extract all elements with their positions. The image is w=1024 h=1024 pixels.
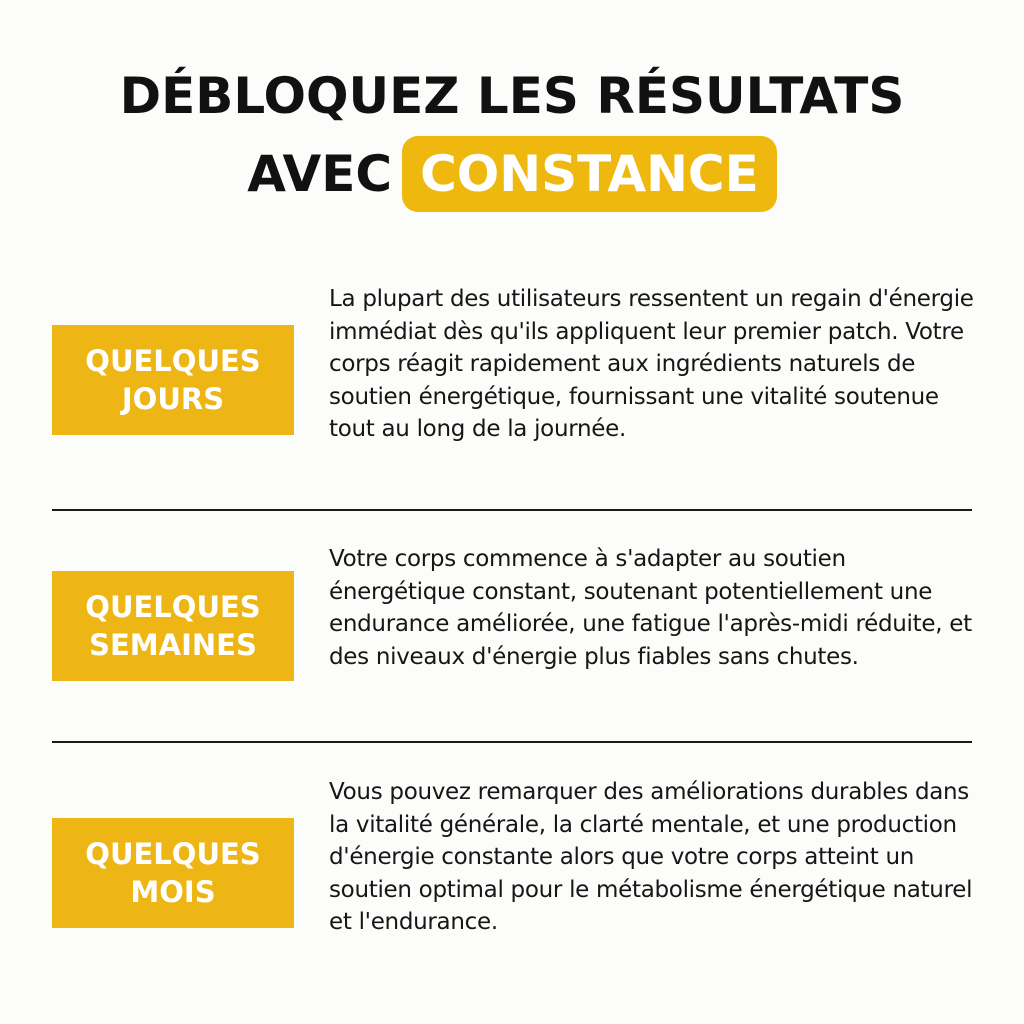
stage-badge-line-1: QUELQUES: [85, 344, 261, 378]
headline: [0, 62, 1024, 212]
headline-line-2: [0, 136, 1024, 212]
stage-row-weeks: [52, 543, 972, 713]
stage-badge-months: [52, 818, 294, 928]
stage-badge-days: [52, 325, 294, 435]
stage-row-days: [52, 283, 972, 483]
headline-highlight-badge: CONSTANCE: [402, 136, 777, 212]
headline-line-1: DÉBLOQUEZ LES RÉSULTATS: [119, 67, 905, 125]
stage-badge-line-1: QUELQUES: [85, 590, 261, 624]
stage-description-months: Vous pouvez remarquer des améliorations durables dans la vitalité générale, la clarté mentale, et une production d'énergie constante alors que votre corps atteint un soutien optimal pour le métabolisme énergétique naturel et l'endurance.: [329, 779, 973, 935]
stage-row-months: [52, 776, 972, 986]
stage-description-days: La plupart des utilisateurs ressentent un regain d'énergie immédiat dès qu'ils appliquent leur premier patch. Votre corps réagit rapidement aux ingrédients naturels de soutien énergétique, fournissant une vitalité soutenue tout au long de la journée.: [329, 286, 974, 442]
stage-description-weeks: Votre corps commence à s'adapter au soutien énergétique constant, soutenant potentiellement une endurance améliorée, une fatigue l'après-midi réduite, et des niveaux d'énergie plus fiables sans chutes.: [329, 546, 972, 670]
stage-badge-line-2: JOURS: [121, 382, 225, 416]
headline-prefix: AVEC: [247, 145, 393, 203]
divider-2: [52, 741, 972, 743]
divider-1: [52, 509, 972, 511]
stage-badge-line-2: MOIS: [130, 875, 216, 909]
stage-badge-weeks: [52, 571, 294, 681]
stage-badge-line-1: QUELQUES: [85, 837, 261, 871]
stage-badge-line-2: SEMAINES: [89, 628, 257, 662]
